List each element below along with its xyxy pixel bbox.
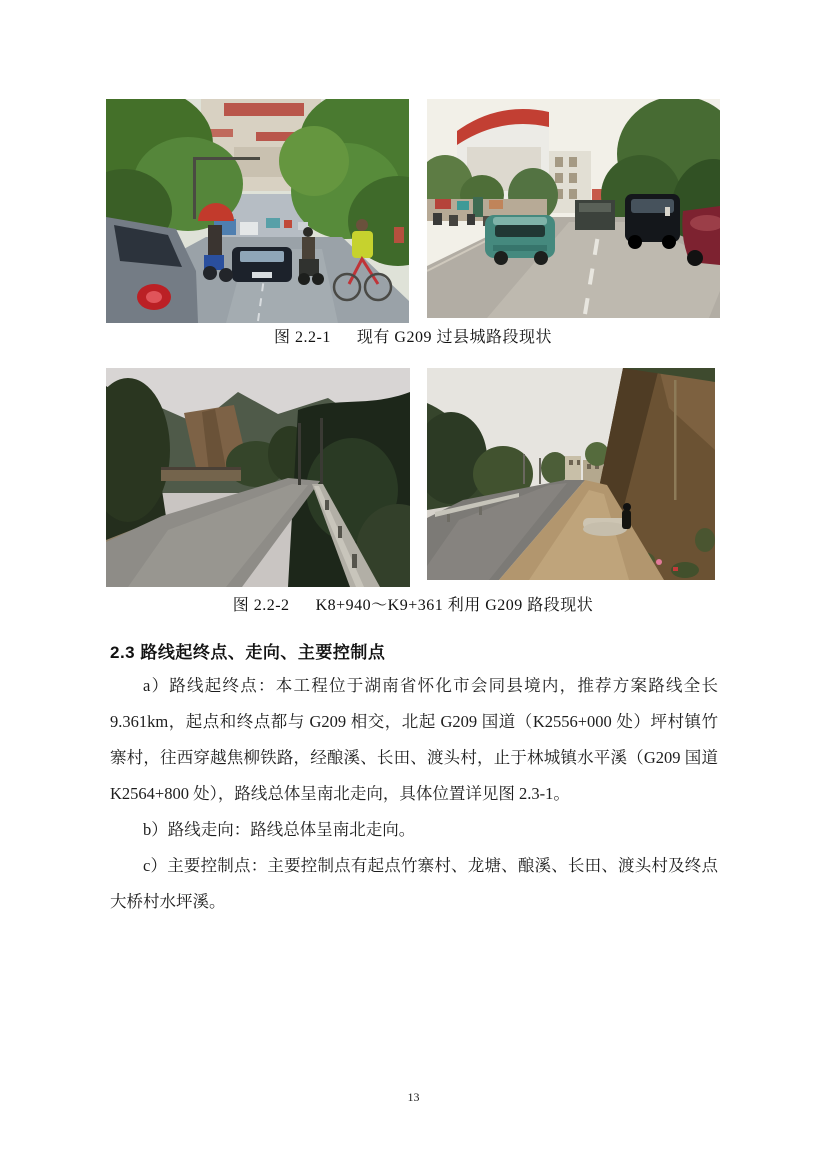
- urban-street-illustration: [106, 99, 409, 323]
- section-heading: 2.3 路线起终点、走向、主要控制点: [110, 643, 386, 662]
- red-roof: [224, 103, 304, 116]
- pole: [298, 423, 301, 485]
- figure-2-2-2-label: 图 2.2-2: [232, 597, 290, 614]
- person: [623, 503, 631, 511]
- figure-2-2-1-title: 现有 G209 过县城路段现状: [356, 329, 552, 346]
- figure-2-2-1-left-photo: [106, 99, 409, 323]
- figure-2-2-1-caption: [106, 324, 720, 347]
- pole: [523, 454, 525, 484]
- paragraph-route-direction: b）路线走向：路线总体呈南北走向。: [143, 820, 416, 839]
- figure-2-2-2-right-photo: [427, 368, 715, 580]
- signal-mast-arm: [194, 157, 260, 160]
- scooter-rider: [302, 237, 315, 262]
- section-body: [110, 668, 718, 920]
- page-number: 13: [407, 1090, 420, 1104]
- town-street-illustration: [427, 99, 720, 318]
- cut-slope-road-illustration: [427, 368, 715, 580]
- figure-2-2-2-caption: [106, 592, 720, 615]
- figure-2-2-2-title: K8+940～K9+361 利用 G209 路段现状: [315, 597, 594, 614]
- mountain-road-illustration: [106, 368, 410, 587]
- paragraph-control-points: c）主要控制点：主要控制点有起点竹寨村、龙塘、酿溪、长田、渡头村及终点大桥村水坪溪。: [110, 856, 718, 911]
- figure-2-2-2-left-photo: [106, 368, 410, 587]
- cyclist: [356, 219, 368, 231]
- figure-2-2-1-label: 图 2.2-1: [274, 329, 331, 346]
- paragraph-route-endpoints: a）路线起终点：本工程位于湖南省怀化市会同县境内，推荐方案路线全长9.361km，起点和终点都与 G209 相交，北起 G209 国道（K2556+000 处）坪村镇竹寨村，往西穿越焦柳铁路，经酿溪、长田、渡头村，止于林城镇水平溪（G209 国道K2564+800 处），路线总体呈南北走向，具体位置详见图 2.3-1。: [110, 676, 718, 803]
- motorcyclist: [208, 225, 222, 257]
- litter: [656, 559, 662, 565]
- figure-2-2-1-right-photo: [427, 99, 720, 318]
